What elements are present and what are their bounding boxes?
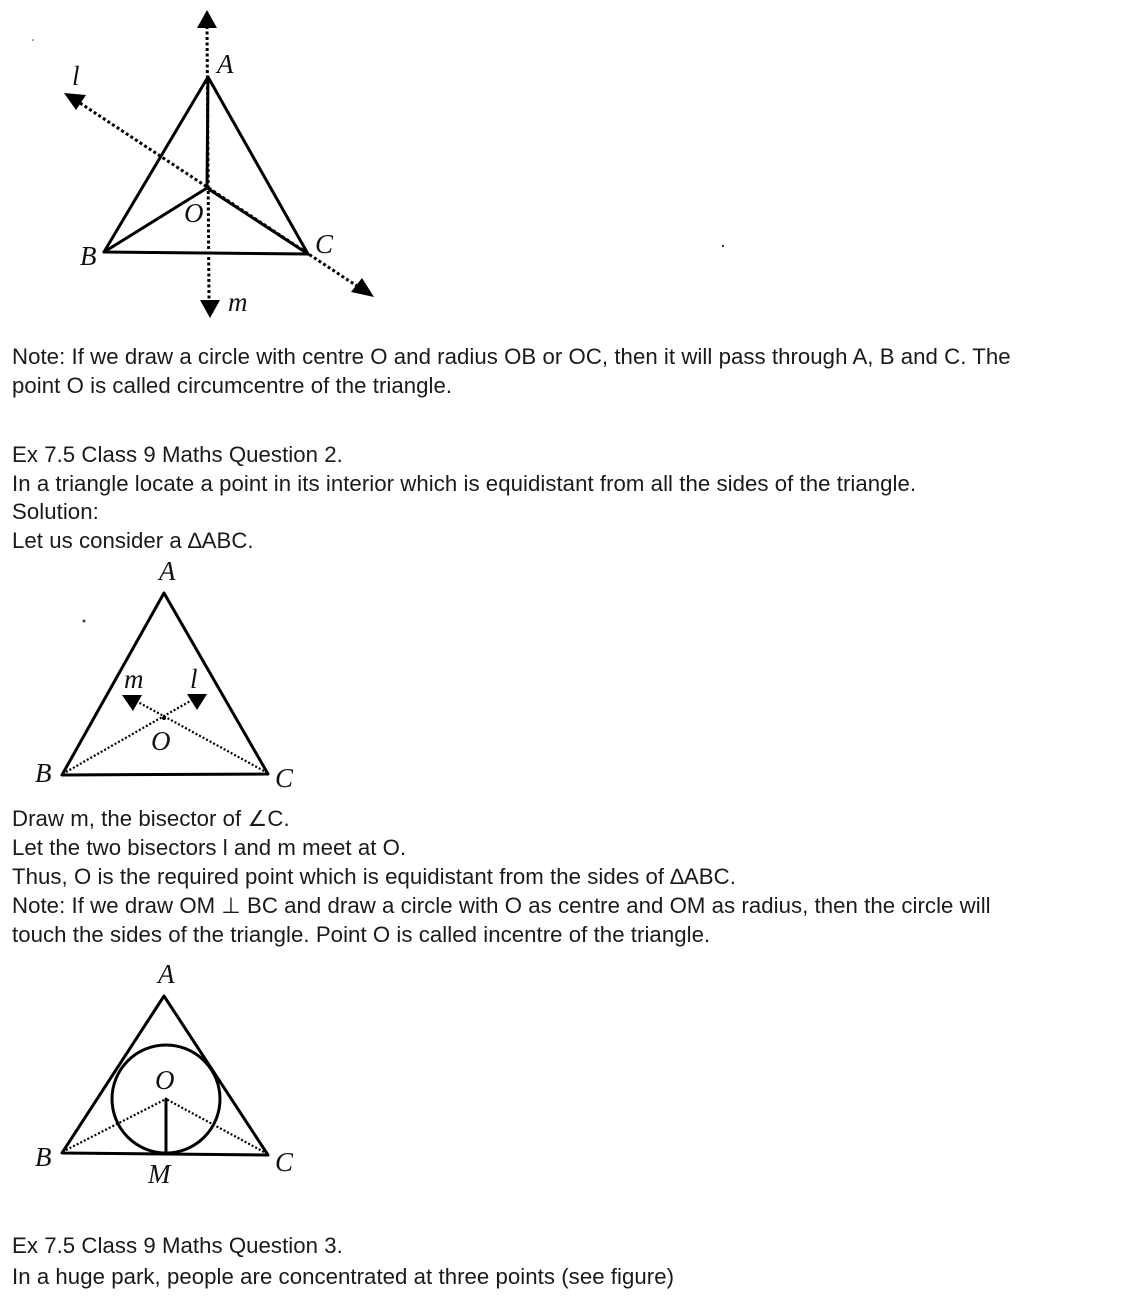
- point-label-o: O: [155, 1065, 175, 1095]
- question-2-text: In a triangle locate a point in its interior which is equidistant from all the sides of the triangle.: [12, 471, 917, 496]
- arrow-down-icon: [187, 694, 207, 710]
- note-incentre-line2: touch the sides of the triangle. Point O is called incentre of the triangle.: [12, 922, 711, 947]
- vertex-label-b: B: [35, 1142, 52, 1172]
- question-3-text: In a huge park, people are concentrated at three points (see figure): [12, 1264, 675, 1289]
- note-circumcentre-line1: Note: If we draw a circle with centre O and radius OB or OC, then it will pass through A, B and C. The: [12, 344, 1011, 369]
- vertex-label-c: C: [315, 229, 334, 259]
- step-bisectors-meet: Let the two bisectors l and m meet at O.: [12, 835, 407, 860]
- solution-label: Solution:: [12, 499, 99, 524]
- stray-speck: [718, 240, 728, 250]
- arrow-down-icon: [200, 300, 220, 318]
- triangle-abc: [104, 77, 308, 254]
- line-label-m: m: [124, 664, 144, 694]
- vertex-label-a: A: [158, 959, 175, 989]
- line-label-l: l: [72, 61, 80, 91]
- vertex-label-c: C: [275, 763, 294, 793]
- bisector-m: [122, 695, 264, 771]
- point-label-m: M: [148, 1159, 171, 1189]
- vertex-label-a: A: [217, 49, 234, 79]
- vertex-label-b: B: [80, 241, 97, 271]
- arrow-upleft-icon: [64, 93, 86, 110]
- note-circumcentre-line2: point O is called circumcentre of the triangle.: [12, 373, 453, 398]
- circumcentre-figure: [0, 0, 400, 330]
- question-2-heading: Ex 7.5 Class 9 Maths Question 2.: [12, 442, 343, 467]
- point-label-o: O: [151, 726, 171, 756]
- question-3-heading: Ex 7.5 Class 9 Maths Question 3.: [12, 1233, 343, 1258]
- line-label-m: m: [228, 287, 248, 317]
- point-label-o: O: [184, 198, 204, 228]
- note-incentre-line1: Note: If we draw OM ⊥ BC and draw a circle with O as centre and OM as radius, then the circle will: [12, 893, 991, 918]
- step-draw-bisector-m: Draw m, the bisector of ∠C.: [12, 806, 290, 831]
- arrow-down-icon: [122, 695, 142, 711]
- vertex-label-c: C: [275, 1147, 294, 1177]
- line-label-l: l: [190, 664, 198, 694]
- arrow-downright-icon: [351, 278, 374, 297]
- angle-bisectors-figure: [0, 555, 330, 800]
- vertex-label-a: A: [159, 556, 176, 586]
- solution-consider-triangle: Let us consider a ∆ABC.: [12, 528, 254, 553]
- incircle-figure: [0, 955, 330, 1195]
- vertex-label-b: B: [35, 758, 52, 788]
- conclusion: Thus, O is the required point which is equidistant from the sides of ∆ABC.: [12, 864, 736, 889]
- arrow-up-icon: [197, 10, 217, 28]
